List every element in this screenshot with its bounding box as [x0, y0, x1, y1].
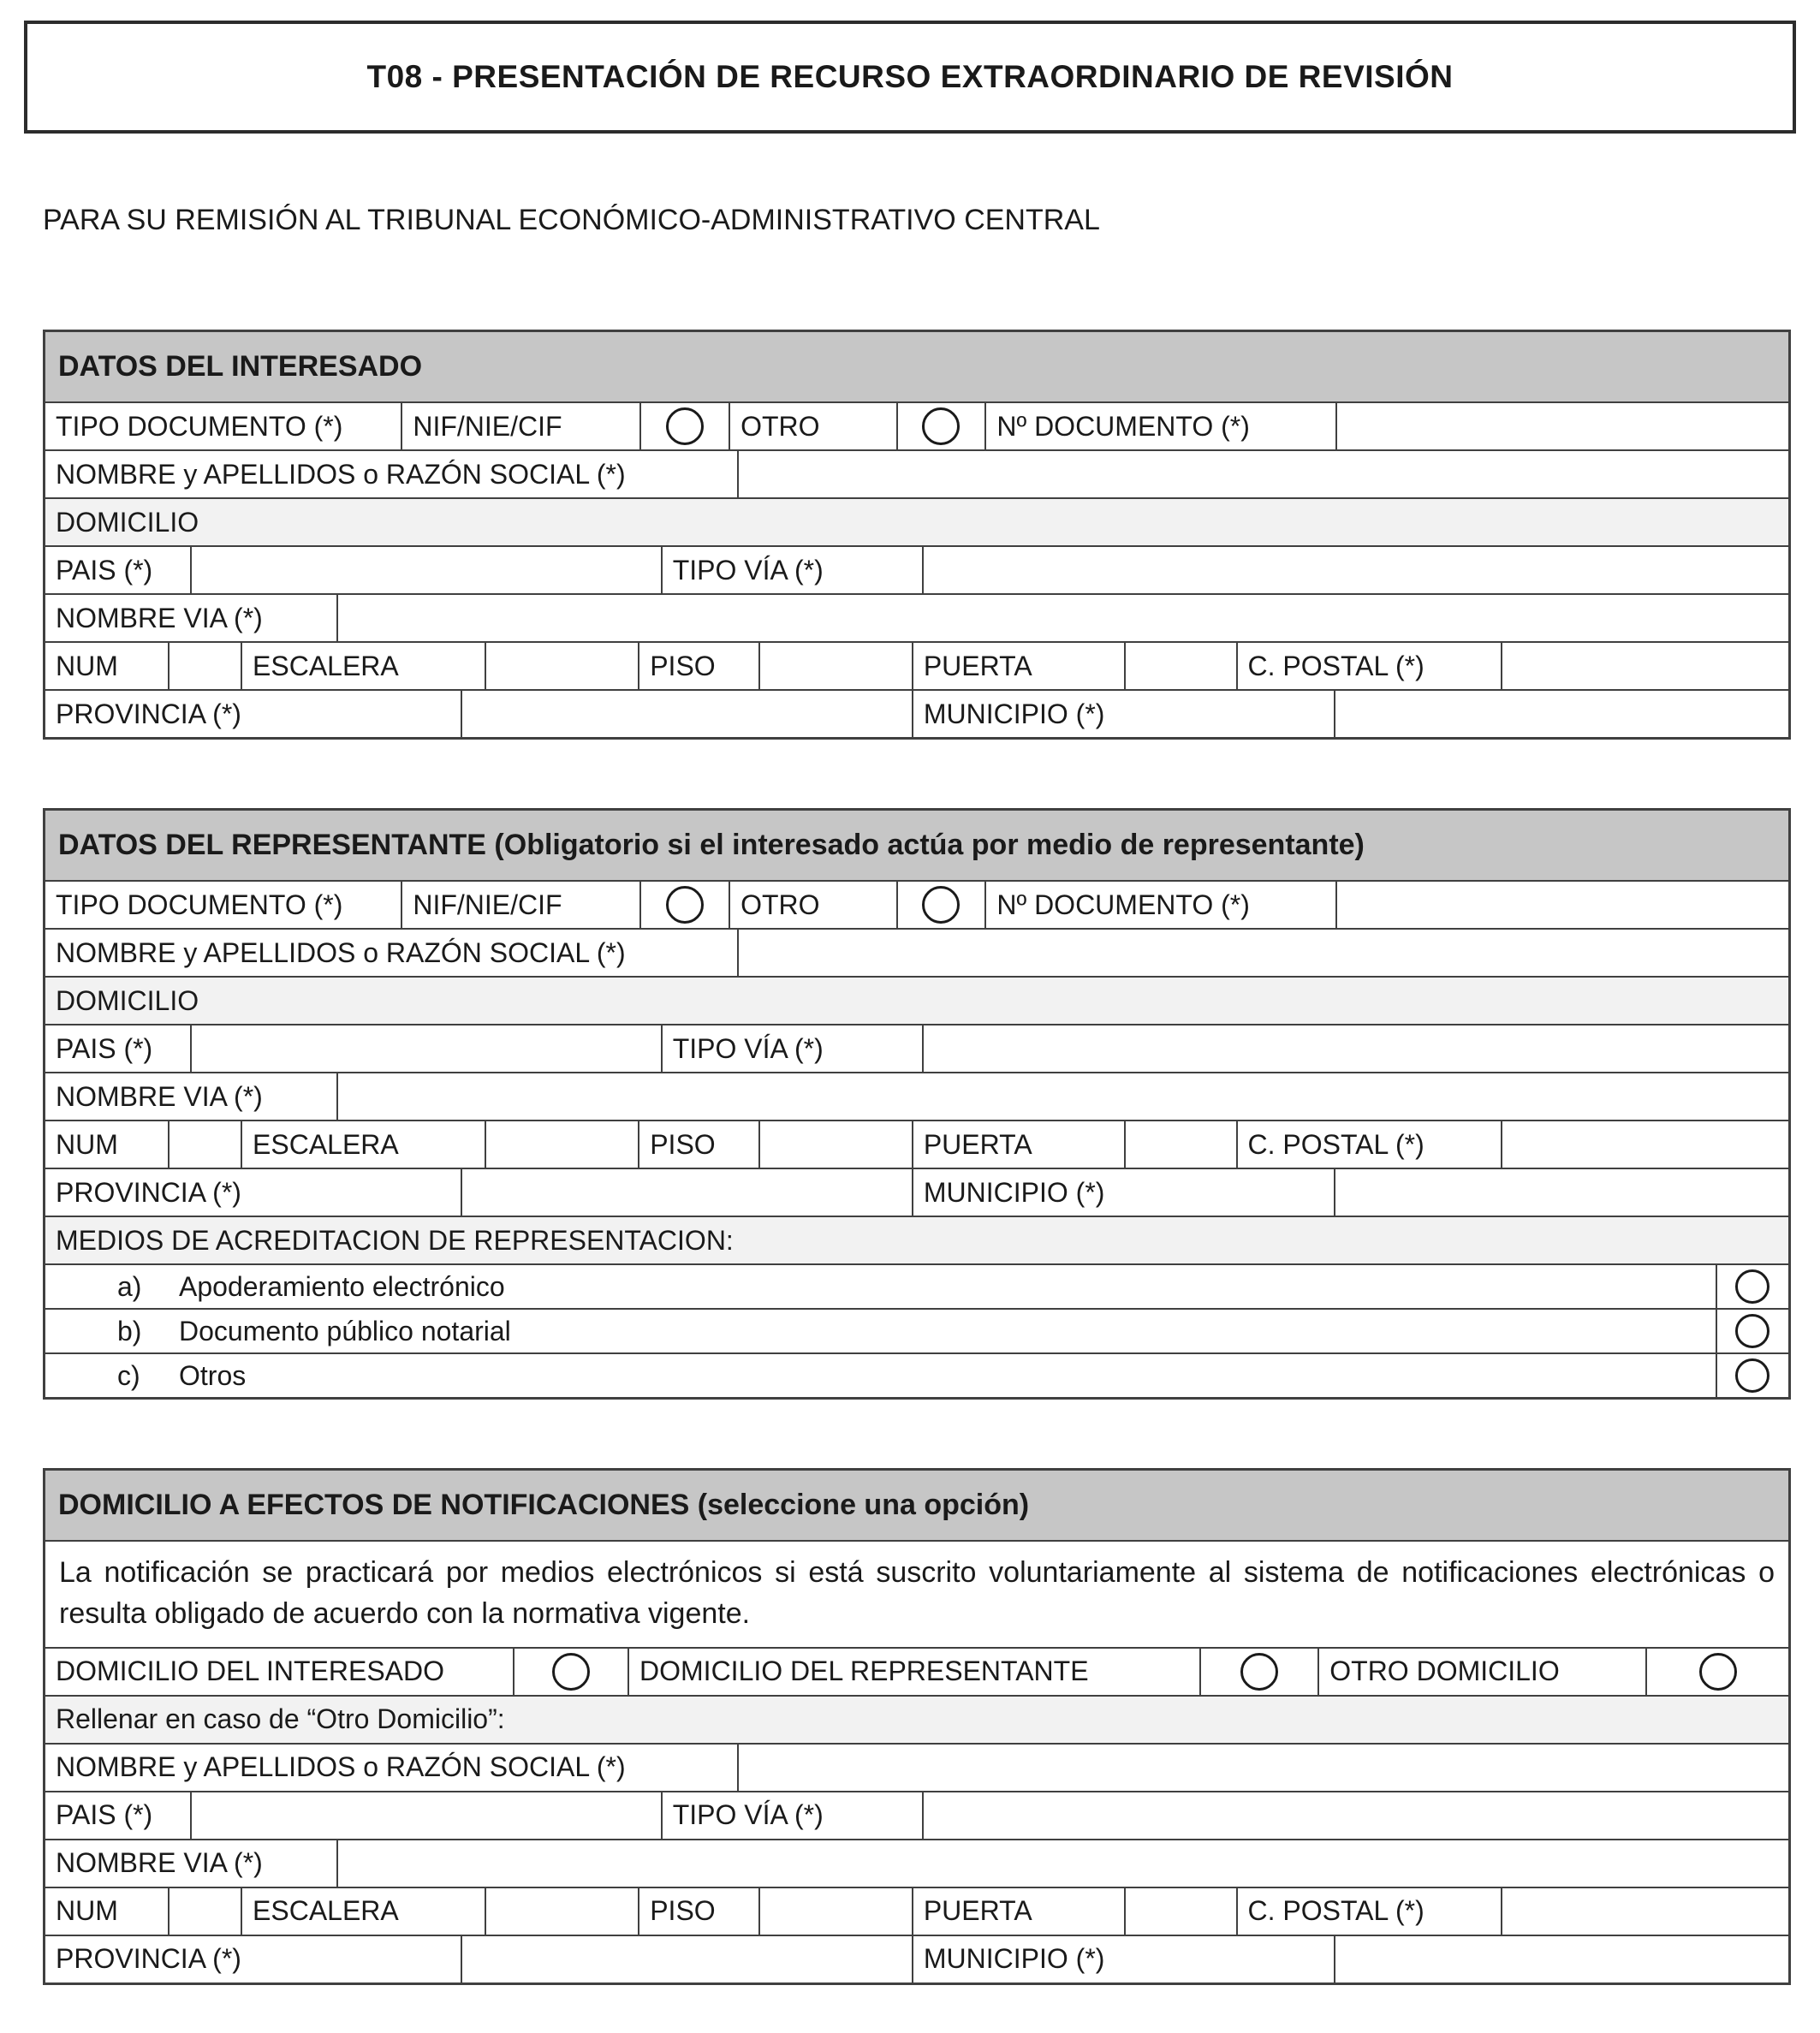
tipo-documento-label: TIPO DOCUMENTO (*) — [56, 410, 343, 442]
nombre-apellidos-label: NOMBRE y APELLIDOS o RAZÓN SOCIAL (*) — [56, 458, 626, 490]
otro-num-row — [45, 1887, 1788, 1935]
otro-nombre-via-input[interactable] — [336, 1840, 1788, 1887]
interesado-piso-input[interactable] — [758, 643, 912, 689]
tipo-via-label: TIPO VÍA (*) — [661, 1792, 922, 1839]
otro-domicilio-radio[interactable] — [1699, 1653, 1737, 1691]
interesado-escalera-input[interactable] — [485, 643, 638, 689]
interesado-pais-input[interactable] — [190, 547, 661, 593]
piso-label: PISO — [638, 1888, 758, 1935]
tipo-documento-label: TIPO DOCUMENTO (*) — [56, 889, 343, 920]
tipo-via-label: TIPO VÍA (*) — [661, 1025, 922, 1072]
representante-pais-row — [45, 1024, 1788, 1072]
otro-pais-input[interactable] — [190, 1792, 661, 1839]
interesado-provincia-input[interactable] — [461, 691, 912, 737]
domicilio-interesado-radio[interactable] — [552, 1653, 590, 1691]
otro-documento-label: OTRO — [729, 403, 895, 449]
medio-text: Documento público notarial — [179, 1315, 511, 1346]
otro-pais-row — [45, 1791, 1788, 1839]
rellenar-subheader: Rellenar en caso de “Otro Domicilio”: — [56, 1703, 505, 1735]
representante-piso-input[interactable] — [758, 1121, 912, 1168]
form-title-box — [24, 21, 1796, 134]
puerta-label: PUERTA — [912, 1888, 1124, 1935]
notificaciones-info-text: La notificación se practicará por medios electrónicos si está suscrito voluntariamente al sistema de notificaciones electrónicas o resulta obligado de acuerdo con la normativa vigente. — [59, 1556, 1775, 1631]
domicilio-representante-label: DOMICILIO DEL REPRESENTANTE — [627, 1649, 1199, 1695]
domicilio-interesado-radio-cell — [513, 1649, 627, 1695]
section-datos-interesado — [43, 330, 1791, 740]
medio-text: Otros — [179, 1359, 247, 1391]
medio-apoderamiento-radio[interactable] — [1735, 1269, 1769, 1304]
medio-apoderamiento-radio-cell — [1716, 1265, 1789, 1308]
notificaciones-section-header: DOMICILIO A EFECTOS DE NOTIFICACIONES (seleccione una opción) — [45, 1471, 1788, 1540]
interesado-nif-radio-cell — [639, 403, 729, 449]
municipio-label: MUNICIPIO (*) — [912, 1169, 1334, 1216]
pais-label: PAIS (*) — [56, 1799, 153, 1831]
representante-tipo-documento-row — [45, 880, 1788, 928]
pais-label: PAIS (*) — [56, 1032, 153, 1064]
interesado-nif-radio[interactable] — [666, 407, 704, 445]
medios-acreditacion-subheader-row — [45, 1216, 1788, 1263]
otro-num-input[interactable] — [168, 1888, 241, 1935]
domicilio-subheader: DOMICILIO — [56, 984, 199, 1016]
interesado-municipio-input[interactable] — [1334, 691, 1788, 737]
notificaciones-info-row — [45, 1540, 1788, 1647]
representante-nombre-row — [45, 928, 1788, 976]
medio-letter: a) — [117, 1270, 142, 1302]
medio-otros-row — [45, 1352, 1788, 1397]
representante-num-documento-input[interactable] — [1335, 882, 1788, 928]
nif-nie-cif-label: NIF/NIE/CIF — [401, 882, 639, 928]
nombre-via-label: NOMBRE VIA (*) — [56, 1080, 263, 1112]
medio-letter: b) — [117, 1315, 142, 1346]
num-documento-label: Nº DOCUMENTO (*) — [984, 403, 1335, 449]
num-label: NUM — [56, 1128, 118, 1160]
puerta-label: PUERTA — [912, 1121, 1124, 1168]
interesado-c-postal-input[interactable] — [1501, 643, 1788, 689]
medio-notarial-radio[interactable] — [1735, 1314, 1769, 1348]
interesado-num-row — [45, 641, 1788, 689]
provincia-label: PROVINCIA (*) — [56, 1943, 241, 1975]
escalera-label: ESCALERA — [241, 1121, 485, 1168]
otro-nombre-via-row — [45, 1839, 1788, 1887]
medio-apoderamiento-label — [45, 1265, 1716, 1308]
representante-num-row — [45, 1120, 1788, 1168]
nombre-via-label: NOMBRE VIA (*) — [56, 1847, 263, 1879]
otro-domicilio-radio-cell — [1645, 1649, 1788, 1695]
domicilio-subheader: DOMICILIO — [56, 506, 199, 538]
interesado-num-documento-input[interactable] — [1335, 403, 1788, 449]
representante-nombre-apellidos-input[interactable] — [737, 930, 1788, 976]
medio-notarial-radio-cell — [1716, 1310, 1789, 1352]
num-documento-label: Nº DOCUMENTO (*) — [984, 882, 1335, 928]
form-title: T08 - PRESENTACIÓN DE RECURSO EXTRAORDINARIO DE REVISIÓN — [366, 59, 1454, 94]
otro-municipio-input[interactable] — [1334, 1936, 1788, 1982]
piso-label: PISO — [638, 1121, 758, 1168]
municipio-label: MUNICIPIO (*) — [912, 1936, 1334, 1982]
otro-c-postal-input[interactable] — [1501, 1888, 1788, 1935]
representante-nif-radio-cell — [639, 882, 729, 928]
c-postal-label: C. POSTAL (*) — [1236, 643, 1501, 689]
notificaciones-opciones-row — [45, 1647, 1788, 1695]
interesado-section-header: DATOS DEL INTERESADO — [45, 332, 1788, 401]
medio-text: Apoderamiento electrónico — [179, 1270, 505, 1302]
domicilio-representante-radio[interactable] — [1240, 1653, 1278, 1691]
domicilio-representante-radio-cell — [1199, 1649, 1317, 1695]
section-domicilio-notificaciones — [43, 1468, 1791, 1985]
num-label: NUM — [56, 1895, 118, 1927]
interesado-domicilio-subheader-row — [45, 497, 1788, 545]
representante-nif-radio[interactable] — [666, 886, 704, 924]
interesado-otro-radio[interactable] — [922, 407, 960, 445]
medio-notarial-row — [45, 1308, 1788, 1352]
medio-otros-radio[interactable] — [1735, 1358, 1769, 1393]
section-datos-representante — [43, 808, 1791, 1400]
interesado-num-input[interactable] — [168, 643, 241, 689]
otro-documento-label: OTRO — [729, 882, 895, 928]
rellenar-subheader-row — [45, 1695, 1788, 1743]
representante-c-postal-input[interactable] — [1501, 1121, 1788, 1168]
representante-provincia-row — [45, 1168, 1788, 1216]
escalera-label: ESCALERA — [241, 1888, 485, 1935]
representante-domicilio-subheader-row — [45, 976, 1788, 1024]
medio-otros-radio-cell — [1716, 1354, 1789, 1397]
otro-nombre-apellidos-input[interactable] — [737, 1745, 1788, 1791]
escalera-label: ESCALERA — [241, 643, 485, 689]
otro-nombre-row — [45, 1743, 1788, 1791]
num-label: NUM — [56, 650, 118, 681]
interesado-pais-row — [45, 545, 1788, 593]
interesado-nombre-via-row — [45, 593, 1788, 641]
otro-provincia-row — [45, 1935, 1788, 1982]
medio-notarial-label — [45, 1310, 1716, 1352]
otro-escalera-input[interactable] — [485, 1888, 638, 1935]
otro-domicilio-label: OTRO DOMICILIO — [1317, 1649, 1645, 1695]
representante-otro-radio-cell — [896, 882, 985, 928]
interesado-nombre-apellidos-input[interactable] — [737, 451, 1788, 497]
representante-section-header: DATOS DEL REPRESENTANTE (Obligatorio si el interesado actúa por medio de representante) — [45, 811, 1788, 880]
otro-provincia-input[interactable] — [461, 1936, 912, 1982]
representante-escalera-input[interactable] — [485, 1121, 638, 1168]
nombre-apellidos-label: NOMBRE y APELLIDOS o RAZÓN SOCIAL (*) — [56, 936, 626, 968]
representante-puerta-input[interactable] — [1124, 1121, 1235, 1168]
pais-label: PAIS (*) — [56, 554, 153, 586]
nif-nie-cif-label: NIF/NIE/CIF — [401, 403, 639, 449]
representante-num-input[interactable] — [168, 1121, 241, 1168]
provincia-label: PROVINCIA (*) — [56, 698, 241, 729]
representante-otro-radio[interactable] — [922, 886, 960, 924]
otro-puerta-input[interactable] — [1124, 1888, 1235, 1935]
otro-tipo-via-input[interactable] — [922, 1792, 1788, 1839]
medio-otros-label — [45, 1354, 1716, 1397]
medios-acreditacion-subheader: MEDIOS DE ACREDITACION DE REPRESENTACION: — [56, 1224, 734, 1256]
interesado-provincia-row — [45, 689, 1788, 737]
otro-piso-input[interactable] — [758, 1888, 912, 1935]
provincia-label: PROVINCIA (*) — [56, 1176, 241, 1208]
interesado-tipo-via-input[interactable] — [922, 547, 1788, 593]
representante-pais-input[interactable] — [190, 1025, 661, 1072]
puerta-label: PUERTA — [912, 643, 1124, 689]
interesado-puerta-input[interactable] — [1124, 643, 1235, 689]
municipio-label: MUNICIPIO (*) — [912, 691, 1334, 737]
representante-provincia-input[interactable] — [461, 1169, 912, 1216]
interesado-nombre-via-input[interactable] — [336, 595, 1788, 641]
medio-letter: c) — [117, 1359, 140, 1391]
nombre-apellidos-label: NOMBRE y APELLIDOS o RAZÓN SOCIAL (*) — [56, 1751, 626, 1783]
interesado-otro-radio-cell — [896, 403, 985, 449]
representante-tipo-via-input[interactable] — [922, 1025, 1788, 1072]
c-postal-label: C. POSTAL (*) — [1236, 1888, 1501, 1935]
representante-municipio-input[interactable] — [1334, 1169, 1788, 1216]
interesado-nombre-row — [45, 449, 1788, 497]
representante-nombre-via-input[interactable] — [336, 1073, 1788, 1120]
interesado-tipo-documento-row — [45, 401, 1788, 449]
form-subtitle: PARA SU REMISIÓN AL TRIBUNAL ECONÓMICO-ADMINISTRATIVO CENTRAL — [43, 204, 1100, 236]
tipo-via-label: TIPO VÍA (*) — [661, 547, 922, 593]
representante-nombre-via-row — [45, 1072, 1788, 1120]
nombre-via-label: NOMBRE VIA (*) — [56, 602, 263, 633]
piso-label: PISO — [638, 643, 758, 689]
domicilio-interesado-label: DOMICILIO DEL INTERESADO — [56, 1656, 444, 1687]
c-postal-label: C. POSTAL (*) — [1236, 1121, 1501, 1168]
medio-apoderamiento-row — [45, 1263, 1788, 1308]
